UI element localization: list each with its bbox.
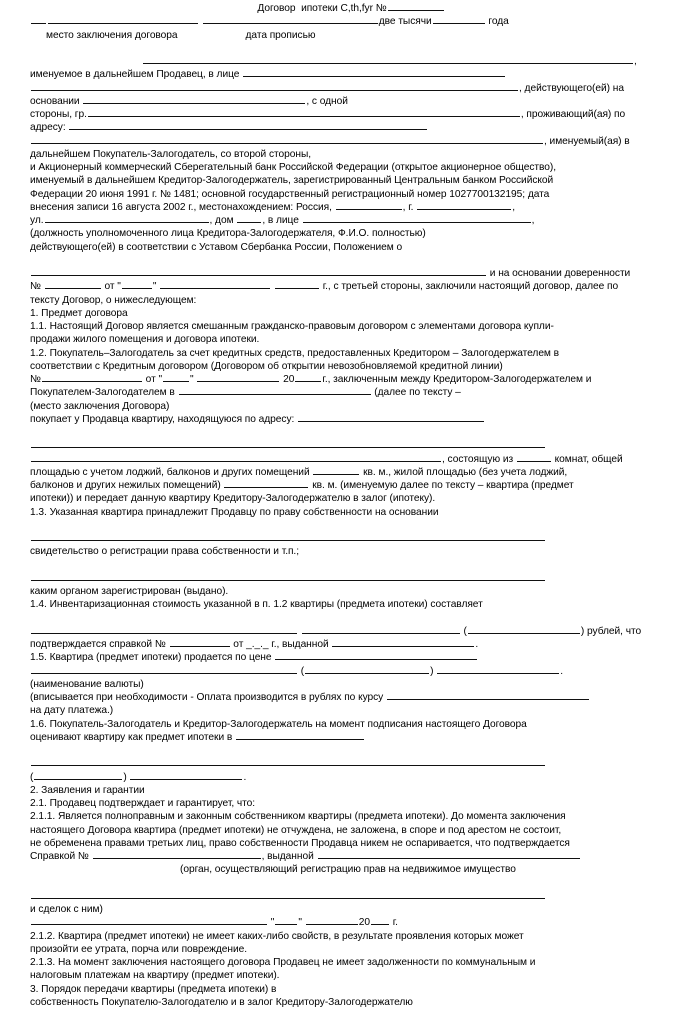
blank-poa-number[interactable] (45, 281, 101, 289)
line-1-5 (30, 651, 672, 664)
text-basis: основании (30, 95, 83, 107)
text-poa-from: от " (101, 281, 121, 293)
line-position-caption (30, 227, 672, 240)
blank-appraisal-currency[interactable] (130, 771, 242, 779)
text-registrar-caption: каким органом зарегистрирован (выдано). (30, 586, 229, 597)
line-street: ул. , дом , в лице , (30, 215, 535, 226)
line-1-4 (30, 598, 672, 611)
text-credit-number-label: № (30, 374, 41, 385)
text-1-5: 1.5. Квартира (предмет ипотеки) продается по цене (30, 652, 275, 664)
line-deals-caption (30, 903, 672, 916)
blank-street[interactable] (45, 215, 209, 223)
text-registrar-org-caption: (орган, осуществляющий регистрацию прав на недвижимое имущество (180, 864, 516, 876)
text-certificate-caption: свидетельство о регистрации права собственности и т.п.; (30, 546, 299, 558)
line-place-caption (30, 400, 672, 413)
document-title: Договор ипотеки C,th,fyr № (257, 3, 387, 14)
line-spravka (30, 850, 672, 863)
blank-credit-year[interactable] (295, 374, 321, 382)
text-contract-text: тексту Договор, о нижеследующем: (30, 294, 197, 306)
text-acting-charter: действующего(ей) в соответствии с Уставом Сбербанка России, Положением о (30, 241, 403, 253)
text-creditor-named: именуемый в дальнейшем Кредитор-Залогодержатель, зарегистрированный Центральным банком Российской (30, 175, 554, 187)
text-street-label: ул. (30, 215, 44, 226)
spacer-5 (30, 559, 672, 572)
text-credit-quote: " (190, 374, 197, 385)
blank-year[interactable] (433, 16, 485, 24)
text-bank-name: и Акционерный коммерческий Сберегательный банк Российской Федерации (открытое акционерное общество), (30, 162, 556, 173)
blank-region[interactable] (336, 201, 402, 209)
blank-inventory-value-paren[interactable] (468, 625, 580, 633)
text-certificate-issued-by: от _._._ г., выданной (230, 639, 332, 650)
line-price-cont: ( ) . (30, 665, 672, 678)
text-place-caption: (место заключения Договора) (30, 400, 170, 412)
line-2-1-3b (30, 969, 672, 982)
blank-citizen-name[interactable] (88, 109, 520, 117)
line-spravka-date (30, 916, 672, 929)
blank-spravka-day[interactable] (275, 917, 297, 925)
line-spravka-cont (30, 890, 672, 903)
line-acting-charter (30, 241, 672, 254)
text-quote-close: " (298, 917, 305, 929)
blank-inventory-value-words[interactable] (302, 625, 460, 633)
text-consisting-of: , состоящую из (442, 453, 516, 465)
line-appraisal-paren: ( ) . (30, 771, 247, 783)
blank-currency[interactable] (437, 665, 559, 673)
line-certificate-number (30, 638, 672, 651)
place-date-line (30, 15, 672, 28)
line-contract-text (30, 294, 672, 307)
blank-spravka-issuer[interactable] (318, 851, 580, 859)
text-spravka-20: 20 (358, 917, 370, 929)
text-certificate-number-label: подтверждается справкой № (30, 639, 169, 650)
text-spravka-g: г. (389, 917, 398, 929)
blank-spravka-cont[interactable] (31, 890, 545, 898)
text-2-1-1c: не обременена правами третьих лиц, право собственности Продавца никем не оспаривается, что подтверждается (30, 837, 570, 849)
line-1-6b (30, 731, 672, 744)
line-acting-on (30, 82, 672, 95)
blank-rooms-count[interactable] (517, 453, 551, 461)
line-rooms (30, 453, 672, 466)
blank-address-cont[interactable] (31, 135, 543, 143)
blank-price-words[interactable] (305, 665, 429, 673)
text-2-1-3a: 2.1.3. На момент заключения настоящего договора Продавец не имеет задолженности по коммунальным и (30, 957, 536, 968)
line-pledge (30, 492, 672, 505)
spacer-3 (30, 426, 672, 439)
blank-title-number[interactable] (388, 3, 444, 11)
blank-price[interactable] (275, 652, 477, 660)
text-registration: Федерации 20 июня 1991 г. № 1481; основной государственный регистрационный номер 1027700132195; дата (30, 188, 550, 200)
text-certificate-period: . (475, 639, 479, 650)
line-record-location: внесения записи 16 августа 2002 г., местонахождением: Россия, , г. , (30, 201, 515, 213)
text-1-3: 1.3. Указанная квартира принадлежит Продавцу по праву собственности на основании (30, 506, 439, 518)
blank-date-words[interactable] (203, 16, 378, 24)
text-section-1: 1. Предмет договора (30, 307, 128, 319)
text-buys-address: покупает у Продавца квартиру, находящуюся по адресу: (30, 413, 298, 425)
text-spravka-issued-by: , выданной (261, 851, 317, 862)
blank-spravka-number[interactable] (93, 851, 261, 859)
line-power-of-attorney (30, 267, 672, 280)
text-spravka-label: Справкой № (30, 851, 92, 862)
line-buyer-party (30, 148, 672, 161)
text-credit-20: 20 (280, 374, 295, 385)
line-section-1 (30, 307, 672, 320)
line-section-2 (30, 784, 672, 797)
blank-seller-name[interactable] (143, 56, 633, 64)
text-currency-caption: (наименование валюты) (30, 678, 144, 690)
text-quote-open: " (270, 917, 275, 929)
spacer-6 (30, 612, 672, 625)
text-1-1a: 1.1. Настоящий Договор является смешанным гражданско-правовым договором с элементами договора купли- (30, 321, 554, 332)
text-fx-note: (вписывается при необходимости - Оплата производится в рублях по курсу (30, 692, 387, 703)
text-pledge: ипотеки)) и передает данную квартиру Кредитору-Залогодержателю в залог (ипотеку). (30, 493, 436, 505)
blank-certificate-issuer[interactable] (332, 639, 474, 647)
blank-spravka-month[interactable] (306, 917, 358, 925)
text-position-caption: (должность уполномоченного лица Кредитора-Залогодержателя, Ф.И.О. полностью) (30, 228, 426, 240)
line-credit-number (30, 373, 672, 386)
blank-credit-month[interactable] (197, 374, 279, 382)
blank-credit-day[interactable] (163, 374, 189, 382)
text-section-3b: собственность Покупателю-Залогодателю и в залог Кредитору-Залогодержателю (30, 996, 413, 1008)
line-2-1-1a (30, 810, 672, 823)
text-one-side: , с одной (306, 95, 348, 107)
seller-fill-line: , (30, 55, 672, 68)
text-section-2: 2. Заявления и гарантии (30, 784, 145, 796)
text-rubles-that: ) рублей, что (580, 625, 642, 637)
text-1-2b: соответствии с Кредитным договором (Договором об открытии невозобновляемой кредитной линии) (30, 360, 503, 372)
text-buyer-named: , именуемый(ая) в (544, 135, 630, 147)
line-fx-note (30, 691, 672, 704)
text-2-1-2b: произойти ее утрата, порча или повреждение. (30, 943, 248, 955)
blank-appraisal-value[interactable] (236, 731, 364, 739)
blank-regulation[interactable] (31, 268, 486, 276)
line-registrar-caption (30, 585, 672, 598)
blank-appraisal-words[interactable] (34, 771, 122, 779)
blank-flat-address-cont2[interactable] (31, 453, 441, 461)
text-buyer-place-label: Покупателем-Залогодателем в (30, 387, 178, 399)
text-address-label: адресу: (30, 122, 69, 134)
blank-place[interactable] (48, 16, 198, 24)
blank-bank-rep[interactable] (303, 215, 531, 223)
text-credit-from: от " (142, 374, 163, 385)
text-citizen: стороны, гр. (30, 109, 87, 120)
line-fx-date (30, 704, 672, 717)
text-living-area-label: балконов и других нежилых помещений) (30, 480, 224, 491)
text-total-area-tail: кв. м., жилой площадью (без учета лоджий, (360, 466, 568, 478)
line-section-3b (30, 996, 672, 1009)
caption-place: место заключения договора (46, 29, 178, 41)
caption-date: дата прописью (245, 29, 316, 41)
line-2-1 (30, 797, 672, 810)
document-body (30, 2, 672, 1009)
text-hereinafter: (далее по тексту – (371, 387, 461, 399)
line-1-2a (30, 347, 672, 360)
blank-house[interactable] (237, 215, 261, 223)
line-total-area (30, 466, 672, 479)
line-registrar-blank (30, 572, 672, 585)
line-buyer-place (30, 386, 672, 399)
line-seller-intro (30, 68, 672, 81)
blank-poa-year[interactable] (275, 281, 319, 289)
date-suffix-thousand: две тысячи (378, 16, 432, 28)
spacer-7 (30, 744, 672, 757)
blank-total-area[interactable] (313, 466, 359, 474)
blank-certificate-number[interactable] (170, 639, 230, 647)
line-certificate-caption (30, 545, 672, 558)
blank-inventory-value-digits[interactable] (31, 625, 297, 633)
text-deals-caption: и сделок с ним) (30, 904, 103, 915)
line-buyer-named (30, 135, 672, 148)
line-1-6a (30, 718, 672, 731)
blank-address[interactable] (69, 122, 427, 130)
line-inventory-value: ( ) рублей, что (30, 625, 672, 638)
spacer-2 (30, 254, 672, 267)
text-section-3a: 3. Порядок передачи квартиры (предмета ипотеки) в (30, 983, 277, 995)
text-1-6b: оценивают квартиру как предмет ипотеки в (30, 731, 236, 743)
blank-seller-rep-cont[interactable] (31, 82, 518, 90)
blank-appraisal-cont[interactable] (31, 758, 545, 766)
line-ownership-blank (30, 532, 672, 545)
text-power-of-attorney: и на основании доверенности (487, 268, 631, 279)
text-credit-tail: г., заключенным между Кредитором-Залогодержателем и (322, 374, 592, 385)
blank-seller-rep[interactable] (243, 69, 505, 77)
blank-credit-number[interactable] (42, 374, 142, 382)
text-2-1: 2.1. Продавец подтверждает и гарантирует, что: (30, 798, 256, 809)
text-1-2a: 1.2. Покупатель–Залогодатель за счет кредитных средств, предоставленных Кредитором – Залогодержателем в (30, 347, 560, 359)
text-house-label: , дом (209, 215, 237, 226)
blank-spravka-date-line[interactable] (31, 917, 267, 925)
line-2-1-3a (30, 956, 672, 969)
blank-fx-rate[interactable] (387, 692, 589, 700)
text-fx-date: на дату платежа.) (30, 705, 114, 717)
text-residing: , проживающий(ая) по (520, 109, 626, 120)
line-1-1a (30, 320, 672, 333)
line-basis (30, 95, 672, 108)
blank-contract-place[interactable] (179, 387, 371, 395)
text-acting-on: , действующего(ей) на (519, 82, 624, 94)
blank-poa-day[interactable] (122, 281, 152, 289)
line-poa-number (30, 280, 672, 293)
spacer-1 (30, 42, 672, 55)
document-title-line (30, 2, 672, 15)
blank-living-area[interactable] (224, 480, 308, 488)
blank-city[interactable] (417, 201, 511, 209)
line-2-1-2b (30, 943, 672, 956)
line-living-area (30, 479, 672, 492)
text-living-area-tail: кв. м. (именуемую далее по тексту – квартира (предмет (309, 480, 574, 491)
line-2-1-1b (30, 824, 672, 837)
line-bank-name (30, 161, 672, 174)
text-1-1b: продажи жилого помещения и договора ипотеки. (30, 334, 260, 346)
text-poa-quote: " (152, 281, 160, 293)
line-citizen (30, 108, 672, 121)
spacer-8 (30, 877, 672, 890)
text-1-6a: 1.6. Покупатель-Залогодатель и Кредитор-Залогодержатель на момент подписания настоящего Договора (30, 718, 527, 730)
text-record-location: внесения записи 16 августа 2002 г., местонахождением: Россия, (30, 201, 335, 213)
blank-ownership-basis[interactable] (31, 533, 545, 541)
line-registrar-org-caption (30, 863, 672, 876)
line-registration (30, 188, 672, 201)
line-address (30, 121, 672, 134)
blank-basis[interactable] (83, 95, 305, 103)
text-in-person: , в лице (262, 215, 302, 226)
blank-flat-address-cont[interactable] (31, 440, 545, 448)
blank-flat-address[interactable] (298, 413, 484, 421)
text-poa-number-label: № (30, 281, 44, 293)
line-currency-caption (30, 678, 672, 691)
blank-poa-month[interactable] (160, 281, 270, 289)
date-suffix-year: года (488, 16, 509, 28)
line-1-2b (30, 360, 672, 373)
line-2-1-2a (30, 930, 672, 943)
line-creditor-named (30, 174, 672, 187)
blank-spravka-year[interactable] (371, 917, 389, 925)
text-2-1-1b: настоящего Договора квартира (предмет ипотеки) не отчуждена, не заложена, в споре и под арестом не состоит, (30, 824, 562, 836)
text-seller-intro: именуемое в дальнейшем Продавец, в лице (30, 69, 243, 81)
text-poa-tail: г., с третьей стороны, заключили настоящий договор, далее по (319, 281, 619, 293)
line-buys-address (30, 413, 672, 426)
blank-price-cont[interactable] (31, 665, 297, 673)
blank-registrar[interactable] (31, 572, 545, 580)
line-flat-address-cont (30, 439, 672, 452)
line-appraisal-cont (30, 757, 672, 770)
text-1-4: 1.4. Инвентаризационная стоимость указанной в п. 1.2 квартиры (предмета ипотеки) составляет (30, 599, 483, 611)
line-section-3a (30, 983, 672, 996)
text-buyer-party: дальнейшем Покупатель-Залогодатель, со второй стороны, (30, 148, 311, 160)
text-2-1-2a: 2.1.2. Квартира (предмет ипотеки) не имеет каких-либо свойств, в результате проявления которых может (30, 930, 524, 942)
text-city-label: , г. (402, 201, 417, 213)
line-2-1-1c (30, 837, 672, 850)
captions-line (30, 29, 672, 42)
line-1-1b (30, 333, 672, 346)
text-rooms-total: комнат, общей (551, 453, 623, 465)
line-1-3 (30, 506, 672, 519)
text-2-1-3b: налоговым платежам на квартиру (предмет ипотеки). (30, 970, 280, 982)
text-2-1-1a: 2.1.1. Является полноправным и законным собственником квартиры (предмета ипотеки). До момента заключения (30, 811, 566, 823)
text-total-area-label: площадью с учетом лоджий, балконов и других помещений (30, 466, 313, 478)
spacer-4 (30, 519, 672, 532)
